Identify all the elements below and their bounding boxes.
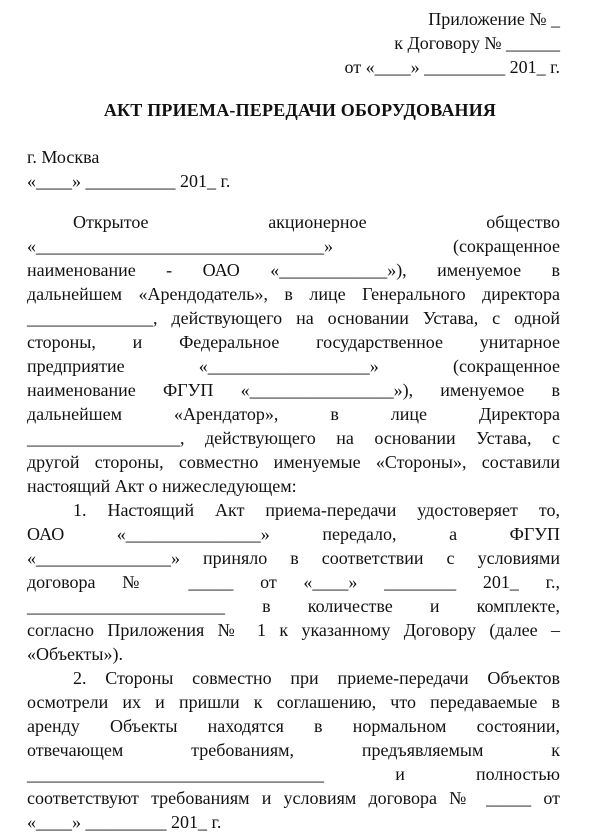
city: г. Москва [27,147,100,167]
body-line: ______________, действующего на основании Устава, с одной [27,308,560,328]
body-line: Открытое акционерное общество [73,212,560,232]
clause-2-line: 2. Стороны совместно при приеме-передачи Объектов [73,668,560,688]
document-title: АКТ ПРИЕМА-ПЕРЕДАЧИ ОБОРУДОВАНИЯ [103,100,497,120]
act-date: «____» __________ 201_ г. [27,171,231,191]
body-line: предприятие «__________________» (сокращенное [27,356,560,376]
body-line: другой стороны, совместно именуемые «Стороны», составили [27,452,560,472]
header-contract-date: от «____» _________ 201_ г. [344,57,560,77]
clause-1-line: ______________________ в количестве и комплекте, [27,596,560,616]
clause-2-line: аренду Объекты находятся в нормальном состоянии, [27,716,560,736]
clause-1-line: договора № _____ от «____» ________ 201_ г., [27,572,560,592]
clause-2-line: отвечающем требованиям, предъявляемым к [27,740,560,760]
body-line: _________________, действующего на основании Устава, с [27,428,560,448]
header-contract-number: к Договору № ______ [394,33,560,53]
body-line: настоящий Акт о нижеследующем: [27,476,297,496]
body-line: наименование - ОАО «____________»), именуемое в [27,260,560,280]
clause-2-line: соответствуют требованиям и условиям договора № _____ от [27,788,560,808]
clause-2-line: осмотрели их и пришли к соглашению, что передаваемые в [27,692,560,712]
clause-2-line: _________________________________ и полностью [27,764,560,784]
body-line: наименование ФГУП «________________»), именуемое в [27,380,560,400]
clause-1-line: «_______________» приняло в соответствии с условиями [27,548,560,568]
body-line: стороны, и Федеральное государственное унитарное [27,332,560,352]
clause-1-line: согласно Приложения № 1 к указанному Договору (далее – [27,620,560,640]
header-appendix-number: Приложение № _ [428,9,560,29]
body-line: дальнейшем «Арендатор», в лице Директора [27,404,560,424]
body-line: «________________________________» (сокращенное [27,236,560,256]
clause-1-line: ОАО «_______________» передало, а ФГУП [27,524,560,544]
clause-2-line: «____» _________ 201_ г. [27,812,222,832]
clause-1-line: 1. Настоящий Акт приема-передачи удостоверяет то, [73,500,560,520]
clause-1-line: «Объекты»). [27,644,123,664]
body-line: дальнейшем «Арендодатель», в лице Генерального директора [27,284,560,304]
